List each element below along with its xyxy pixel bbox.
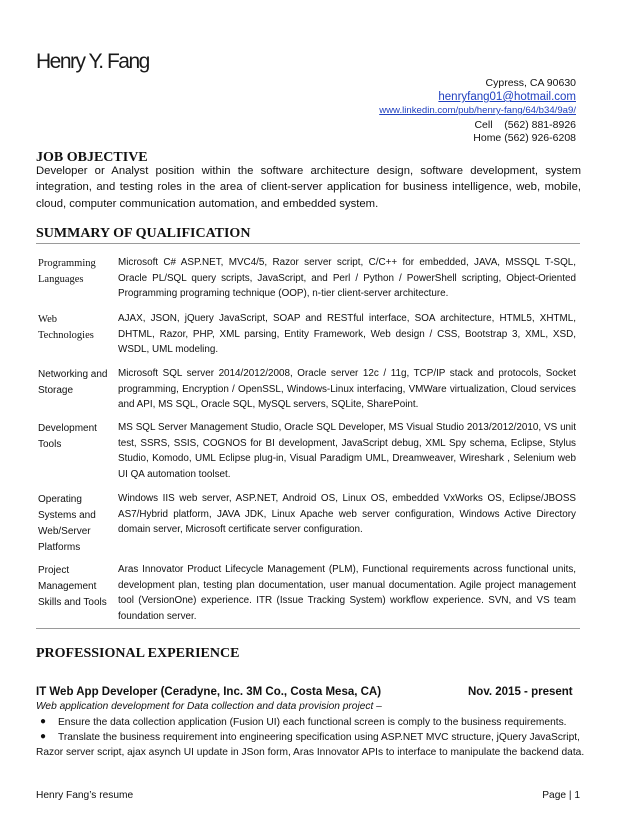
qual-label-programming: Programming Languages [38, 258, 96, 285]
job-subtitle: Web application development for Data collection and data provision project – [36, 701, 382, 712]
contact-email-link[interactable]: henryfang01@hotmail.com [438, 91, 576, 103]
qual-label-os: Operating Systems and Web/Server Platforms [38, 494, 96, 553]
qual-text-os: Windows IIS web server, ASP.NET, Android OS, Linux OS, embedded VxWorks OS, Eclipse/JBOSS AS7/Hybrid platform, JAVA JDK, Linux Apache web server configuration, Windows Active Directory domain server, Microsoft certificate server configuration. [118, 493, 576, 536]
section-divider [36, 243, 580, 244]
contact-city: Cypress, CA 90630 [485, 77, 576, 89]
qual-label-tools: Development Tools [38, 423, 97, 450]
section-heading-experience: PROFESSIONAL EXPERIENCE [36, 646, 240, 661]
contact-cell-phone: Cell (562) 881-8926 [474, 119, 576, 131]
qual-label-web: Web Technologies [38, 314, 94, 341]
footer-title: Henry Fang’s resume [36, 790, 134, 801]
section-heading-objective: JOB OBJECTIVE [36, 150, 148, 165]
job-bullet: Translate the business requirement into engineering specification using ASP.NET MVC structure, jQuery JavaScript, [58, 732, 580, 743]
qual-text-tools: MS SQL Server Management Studio, Oracle SQL Developer, MS Visual Studio 2013/2012/2010, VS unit test, SSRS, SSIS, COGNOS for BI development, JavaScript debug, XML Spy schema, Eclipse, Stylus Studio, Komodo, UML Eclipse plug-in, Visual Paradigm UML, Dreamweaver, Wireshark , Selenium web UI QA automation toolset. [118, 422, 576, 480]
contact-home-phone: Home (562) 926-6208 [473, 132, 576, 144]
section-divider [36, 628, 580, 629]
footer-page-number: Page | 1 [542, 790, 580, 801]
qual-text-project: Aras Innovator Product Lifecycle Management (PLM), Functional requirements across functional units, development plan, testing plan documentation, user manual documentation. Agile project management tool (VersionOne) experience. ITR (Issue Tracking System) workflow experience. SVN, and VS team foundation server. [118, 564, 576, 622]
qual-label-project: Project Management Skills and Tools [38, 565, 107, 608]
job-bullet-continuation: Razor server script, ajax asynch UI update in JSon form, Aras Innovator APIs to interface to manipulate the backend data. [36, 747, 585, 758]
job-title: IT Web App Developer (Ceradyne, Inc. 3M Co., Costa Mesa, CA) [36, 686, 382, 698]
section-heading-summary: SUMMARY OF QUALIFICATION [36, 226, 251, 241]
objective-text: Developer or Analyst position within the software architecture design, software development, system integration, and testing roles in the area of client-server application for business intelligence, web, mobile, cloud, computer communication automation, and embedded system. [36, 165, 581, 210]
bullet-icon: ● [40, 731, 47, 742]
qual-label-networking: Networking and Storage [38, 369, 108, 396]
qual-text-programming: Microsoft C# ASP.NET, MVC4/5, Razor server script, C/C++ for embedded, JAVA, MSSQL T-SQL, Oracle PL/SQL query scripts, JavaScript, and Perl / Python / PowerShell scripting, Object-Oriented Programming programing technique (OOP), n-tier client-server architecture. [118, 257, 576, 300]
bullet-icon: ● [40, 716, 47, 727]
job-bullet: Ensure the data collection application (Fusion UI) each functional screen is comply to the business requirements. [58, 717, 567, 728]
qual-text-web: AJAX, JSON, jQuery JavaScript, SOAP and RESTful interface, SOA architecture, HTML5, XHTML, DHTML, Razor, PHP, XML parsing, Entity Framework, Web design / CSS, Bootstrap 3, XML, XSD, WSDL, UML modeling. [118, 313, 576, 356]
resume-name: Henry Y. Fang [36, 50, 149, 73]
contact-linkedin-link[interactable]: www.linkedin.com/pub/henry-fang/64/b34/9a9/ [379, 105, 576, 116]
job-dates: Nov. 2015 - present [468, 686, 573, 698]
qual-text-networking: Microsoft SQL server 2014/2012/2008, Oracle server 12c / 11g, TCP/IP stack and protocols, Socket programming, Encryption / OpenSSL, Windows-Linux interfacing, VMWare virtualization, Cloud services and API, MS SQL, Oracle SQL, MySQL servers, SQLite, SharePoint. [118, 368, 576, 411]
